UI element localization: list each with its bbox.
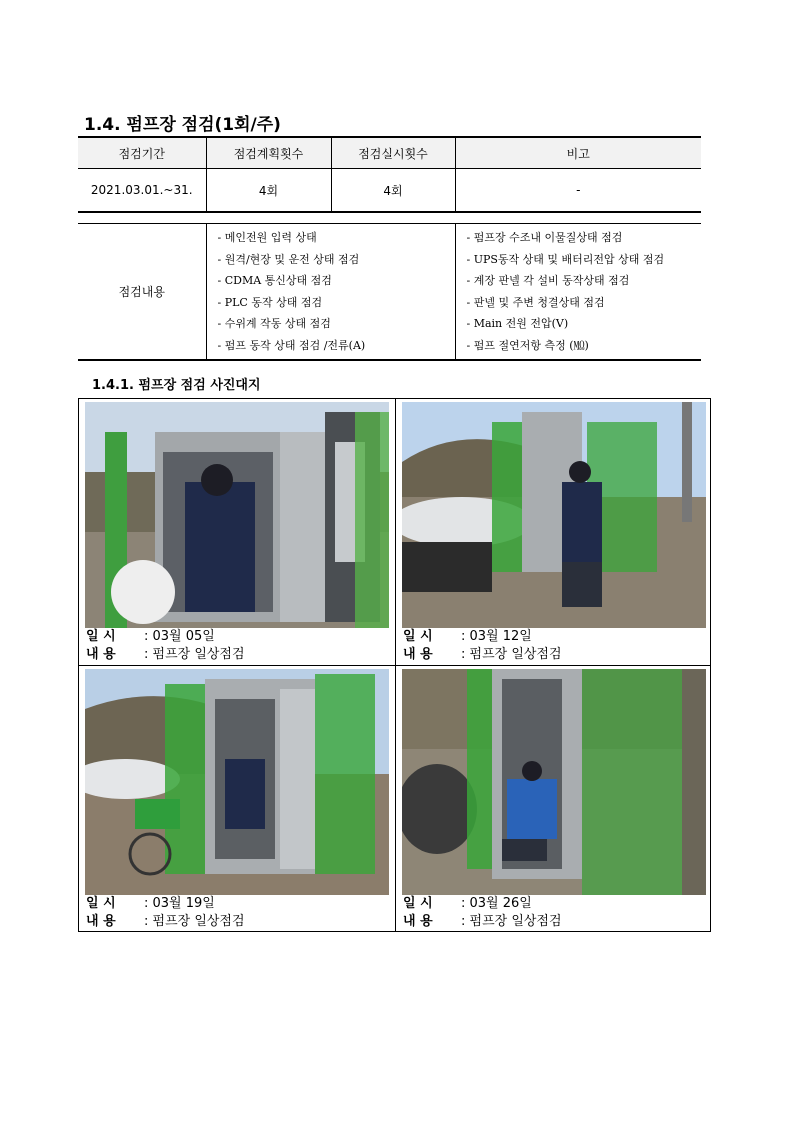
list-item: - 계장 판넬 각 설비 동작상태 점검 (466, 274, 630, 287)
section-title: 1.4. 펌프장 점검(1회/주) (84, 115, 281, 135)
date-label: 일 시 (403, 629, 433, 644)
content-label: 내 용 (403, 647, 433, 662)
header-planned: 점검계획횟수 (206, 137, 331, 169)
header-performed: 점검실시횟수 (331, 137, 455, 169)
date-label: 일 시 (86, 629, 116, 644)
date-value: : 03월 12일 (461, 629, 532, 644)
list-item: - 판넬 및 주변 청결상태 점검 (466, 295, 605, 309)
inspection-label: 점검내용 (78, 224, 206, 361)
photo-grid (78, 398, 711, 932)
date-value: : 03월 26일 (461, 896, 532, 911)
photo-pump-station-inspection (402, 669, 706, 895)
photo-cell (396, 399, 712, 665)
content-value: : 펌프장 일상점검 (461, 647, 562, 662)
cell-remarks: - (455, 169, 701, 213)
photo-cell (396, 666, 712, 932)
list-item: - 펌프 절연저항 측정 (㏁) (466, 338, 589, 352)
photo-cell (79, 666, 395, 932)
photo-pump-station-inspection (402, 402, 706, 628)
date-label: 일 시 (403, 896, 433, 911)
date-value: : 03월 19일 (144, 896, 215, 911)
list-item: - 원격/현장 및 운전 상태 점검 (217, 252, 360, 266)
header-remarks: 비고 (455, 137, 701, 169)
list-item: - 수위계 작동 상태 점검 (217, 317, 331, 330)
cell-performed: 4회 (331, 169, 455, 213)
content-value: : 펌프장 일상점검 (461, 914, 562, 929)
list-item: - 펌프장 수조내 이물질상태 점검 (466, 231, 623, 244)
photo-pump-station-inspection (85, 669, 389, 895)
cell-period: 2021.03.01.~31. (78, 169, 206, 213)
content-value: : 펌프장 일상점검 (144, 914, 245, 929)
content-label: 내 용 (86, 647, 116, 662)
content-label: 내 용 (403, 914, 433, 929)
schedule-table (78, 136, 701, 213)
list-item: - 메인전원 입력 상태 (217, 231, 317, 244)
photo-section-title: 1.4.1. 펌프장 점검 사진대지 (92, 378, 261, 393)
list-item: - 펌프 동작 상태 점검 /전류(A) (217, 338, 366, 352)
list-item: - CDMA 통신상태 점검 (217, 274, 332, 287)
photo-pump-station-inspection (85, 402, 389, 628)
cell-planned: 4회 (206, 169, 331, 213)
list-item: - Main 전원 전압(V) (466, 317, 569, 330)
list-item: - PLC 동작 상태 점검 (217, 295, 323, 309)
content-label: 내 용 (86, 914, 116, 929)
date-value: : 03월 05일 (144, 629, 215, 644)
photo-cell (79, 399, 395, 665)
content-value: : 펌프장 일상점검 (144, 647, 245, 662)
inspection-list-right (457, 225, 701, 358)
inspection-items-table (78, 223, 701, 361)
inspection-list-left (208, 225, 454, 358)
date-label: 일 시 (86, 896, 116, 911)
header-period: 점검기간 (78, 137, 206, 169)
list-item: - UPS동작 상태 및 배터리전압 상태 점검 (466, 252, 665, 266)
